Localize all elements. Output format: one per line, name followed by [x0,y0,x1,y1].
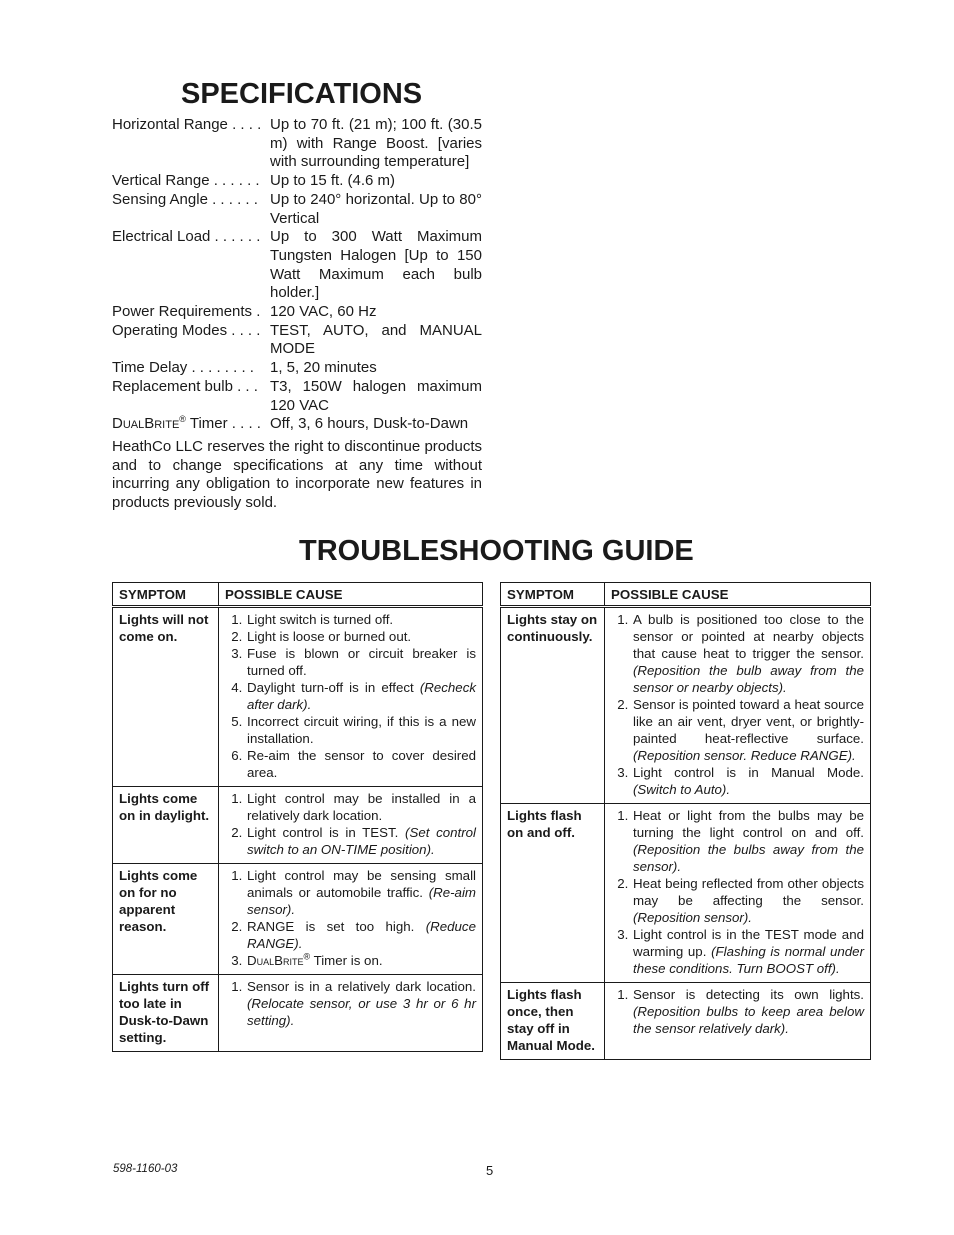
table-row [501,607,871,804]
cause-text: Sensor is in a relatively dark location. [247,979,476,994]
cause-remedy: (Reposition sensor). [633,910,752,925]
spec-value: Up to 240° horizontal. Up to 80° Vertical [270,190,482,227]
cause-cell [219,864,483,975]
symptom-cell: Lights flash on and off. [501,804,605,983]
cause-remedy: (Reposition the bulb away from the sensor or nearby objects). [633,663,864,695]
table-row [501,804,871,983]
spec-value: Off, 3, 6 hours, Dusk-to-Dawn [270,415,469,433]
brand-name: DualBrite [112,415,180,433]
spec-row [112,378,482,415]
cause-text: A bulb is positioned too close to the sensor or pointed at nearby objects that cause heat to trigger the sensor. [633,612,864,661]
registered-mark: ® [179,415,186,425]
spec-row [112,359,482,378]
cause-cell [219,975,483,1052]
cause-remedy: (Reposition bulbs to keep area below the sensor relatively dark). [633,1004,864,1036]
cause-text: Light control is in the TEST mode and warming up. [633,927,864,959]
cause-cell [605,983,871,1060]
cause-remedy: (Recheck after dark). [247,680,476,712]
troubleshooting-title: TROUBLESHOOTING GUIDE [299,535,694,567]
spec-value: T3, 150W halogen maximum 120 VAC [270,377,482,414]
cause-cell [605,804,871,983]
spec-row-timer [112,415,482,434]
cause-item [246,952,476,969]
cause-item [632,875,864,926]
spec-row [112,116,482,172]
cause-remedy: (Relocate sensor, or use 3 hr or 6 hr setting). [247,996,476,1028]
cause-cell [219,607,483,787]
column-header-cause: POSSIBLE CAUSE [605,583,871,607]
cause-text: Light control is in Manual Mode. [633,765,864,780]
spec-value: Up to 300 Watt Maximum Tungsten Halogen [Up to 150 Watt Maximum each bulb holder.] [270,228,482,302]
spec-value: 120 VAC, 60 Hz [270,303,377,321]
specifications-note: HeathCo LLC reserves the right to discontinue products and to change specifications at any time without incurring any obligation to incorporate new features in products previously sold. [112,437,482,512]
spec-label: Operating Modes . . . . [112,321,261,339]
cause-item [632,611,864,696]
table-row [113,975,483,1052]
specifications-list [112,116,482,513]
column-header-symptom: SYMPTOM [501,583,605,607]
symptom-cell: Lights will not come on. [113,607,219,787]
cause-item [632,696,864,764]
table-row [501,983,871,1060]
table-row [113,607,483,787]
troubleshooting-table-right [500,582,871,1060]
specifications-title: SPECIFICATIONS [181,78,423,110]
spec-value: Up to 15 ft. (4.6 m) [270,172,396,190]
symptom-cell: Lights stay on continuously. [501,607,605,804]
cause-item: 3. Fuse is blown or circuit breaker is turned off. [246,645,476,679]
table-row [113,864,483,975]
cause-text: Timer is on. [310,953,383,968]
symptom-cell: Lights come on for no apparent reason. [113,864,219,975]
cause-item [632,986,864,1037]
cause-text: Sensor is pointed toward a heat source like an air vent, dryer vent, or brightly-painted heat-reflective surface. [633,697,864,746]
column-header-cause: POSSIBLE CAUSE [219,583,483,607]
cause-remedy: (Reposition the bulbs away from the sensor). [633,842,864,874]
spec-label: Time Delay . . . . . . . . [112,359,254,377]
spec-label: Electrical Load . . . . . . [112,228,261,246]
cause-item [246,824,476,858]
cause-text: Light control is in TEST. [247,825,399,840]
cause-text: Heat or light from the bulbs may be turning the light control on and off. [633,808,864,840]
cause-text: Daylight turn-off is in effect [247,680,414,695]
cause-text: Light control may be sensing small animals or automobile traffic. [247,868,476,900]
cause-remedy: (Set control switch to an ON-TIME position). [247,825,476,857]
cause-item [246,867,476,918]
column-header-symptom: SYMPTOM [113,583,219,607]
cause-cell [219,787,483,864]
spec-label: Power Requirements . [112,303,261,321]
spec-row [112,172,482,191]
cause-text: Heat being reflected from other objects may be affecting the sensor. [633,876,864,908]
table-row [113,787,483,864]
spec-row [112,228,482,303]
cause-item [246,679,476,713]
spec-value: 1, 5, 20 minutes [270,359,377,377]
spec-row [112,322,482,359]
spec-label: Replacement bulb . . . [112,377,258,395]
cause-remedy: (Switch to Auto). [633,782,731,797]
cause-item: 1. Light switch is turned off. [246,611,476,628]
symptom-cell: Lights turn off too late in Dusk-to-Dawn setting. [113,975,219,1052]
symptom-cell: Lights come on in daylight. [113,787,219,864]
cause-text: RANGE is set too high. [247,919,415,934]
cause-item: 1. Light control may be installed in a relatively dark location. [246,790,476,824]
spec-row [112,303,482,322]
cause-item [246,978,476,1029]
troubleshooting-table-left [112,582,483,1052]
spec-label [112,415,270,434]
cause-remedy: (Flashing is normal under these conditions. Turn BOOST off). [633,944,864,976]
cause-item: 5. Incorrect circuit wiring, if this is a new installation. [246,713,476,747]
brand-name: DualBrite [247,953,304,968]
cause-item: 6. Re-aim the sensor to cover desired area. [246,747,476,781]
document-number: 598-1160-03 [113,1163,178,1175]
spec-label: Sensing Angle . . . . . . [112,190,258,208]
cause-item [632,807,864,875]
registered-mark: ® [303,951,311,962]
symptom-cell: Lights flash once, then stay off in Manual Mode. [501,983,605,1060]
spec-label-rest: Timer . . . . [185,415,261,433]
spec-value: Up to 70 ft. (21 m); 100 ft. (30.5 m) with Range Boost. [varies with surrounding temperature] [270,116,482,171]
cause-remedy: (Reposition sensor. Reduce RANGE). [633,748,856,763]
cause-remedy: (Reduce RANGE). [247,919,476,951]
cause-item [632,926,864,977]
cause-text: Sensor is detecting its own lights. [633,987,864,1002]
cause-item [246,918,476,952]
spec-value: TEST, AUTO, and MANUAL MODE [270,321,482,358]
cause-item [632,764,864,798]
page-number: 5 [486,1163,494,1178]
cause-cell [605,607,871,804]
spec-row [112,191,482,228]
spec-label: Vertical Range . . . . . . [112,172,260,190]
cause-item: 2. Light is loose or burned out. [246,628,476,645]
spec-label: Horizontal Range . . . . [112,116,262,133]
cause-remedy: (Re-aim sensor). [247,885,476,917]
